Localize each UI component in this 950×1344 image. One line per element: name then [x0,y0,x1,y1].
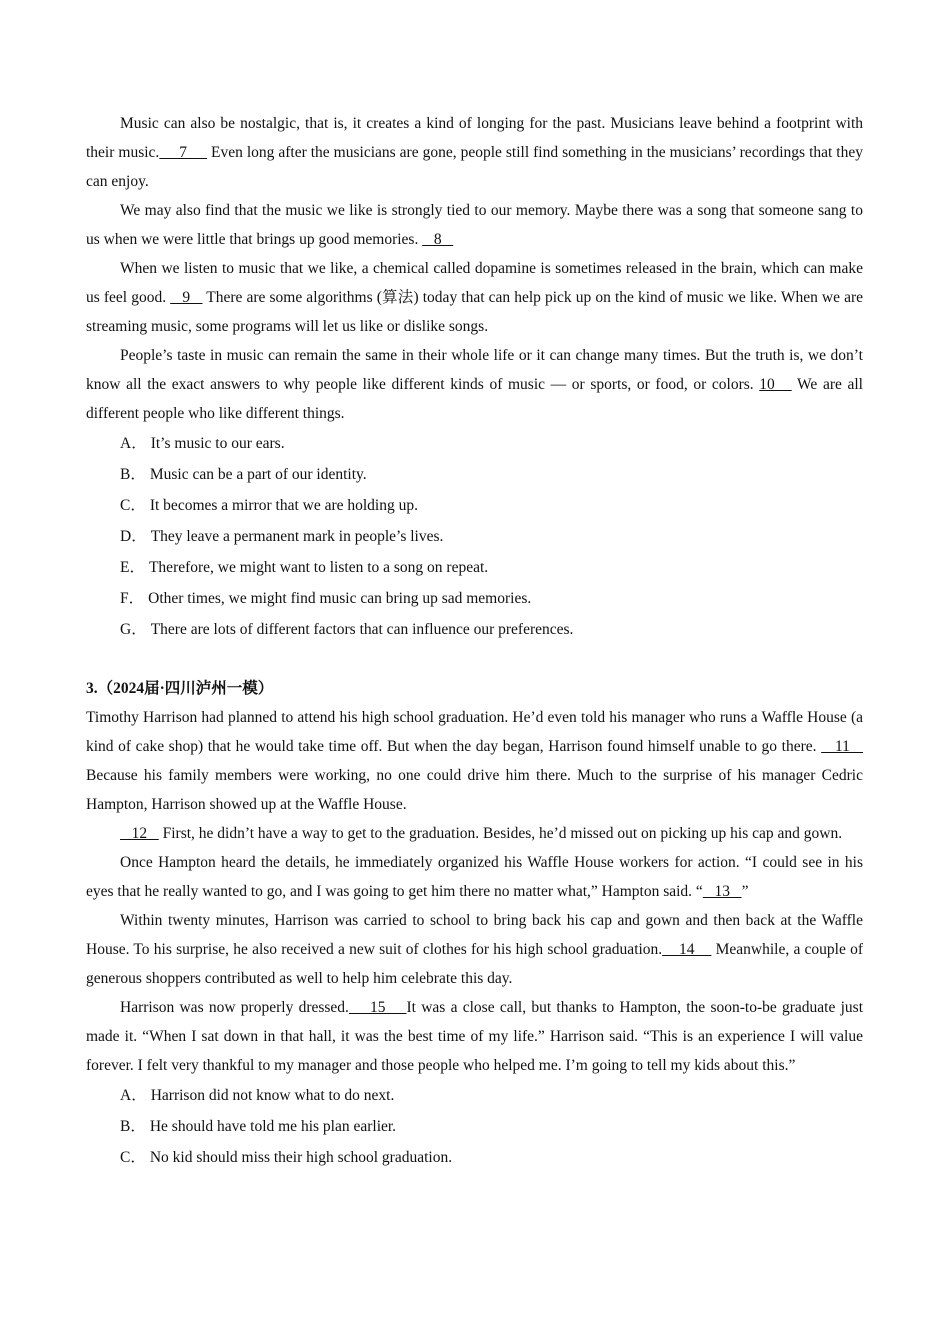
blank-8: 8 [422,231,454,248]
blank-9: 9 [170,289,203,306]
option-letter: B． [120,1118,146,1135]
paragraph-text: We may also find that the music we like is strongly tied to our memory. Maybe there was a song that someone sang to us when we were little that brings up good memories. [86,202,863,248]
option-letter: G． [120,621,147,638]
paragraph-twenty-minutes [86,906,863,993]
paragraph-text: Harrison was now properly dressed. [120,999,349,1016]
paragraph-text: We are all different people who like different things. [86,376,863,422]
option-letter: C． [120,497,146,514]
option-text: They leave a permanent mark in people’s lives. [150,528,444,545]
paragraph-text: When we listen to music that we like, a chemical called dopamine is sometimes released in the brain, which can make us feel good. [86,260,863,306]
paragraph-text: First, he didn’t have a way to get to the graduation. Besides, he’d missed out on picking up his cap and gown. [158,825,843,842]
option-letter: C． [120,1149,146,1166]
option-c [86,490,863,521]
option-text: There are lots of different factors that can influence our preferences. [150,621,574,638]
option-text: Therefore, we might want to listen to a song on repeat. [148,559,489,576]
blank-13: 13 [702,883,742,900]
blank-12: 12 [120,825,159,842]
option-text: Other times, we might find music can bring up sad memories. [148,590,532,607]
option-f [86,583,863,614]
option-letter: D． [120,528,147,545]
blank-15: 15 [348,999,407,1016]
blank-14: 14 [662,941,712,958]
blank-10: 10 [759,376,792,393]
option-text: It becomes a mirror that we are holding up. [149,497,418,514]
paragraph-text: Meanwhile, a couple of generous shoppers contributed as well to help him celebrate this day. [86,941,863,987]
option-b [86,459,863,490]
paragraph-text: Music can also be nostalgic, that is, it creates a kind of longing for the past. Musicians leave behind a footprint with their music. [86,115,863,161]
paragraph-text: Once Hampton heard the details, he immediately organized his Waffle House workers for action. “I could see in his eyes that he really wanted to go, and I was going to get him there no matter what,” Hampton said. “ [86,854,863,900]
paragraph-text: There are some algorithms (算法) today that can help pick up on the kind of music we like. When we are streaming music, some programs will let us like or dislike songs. [86,289,863,335]
paragraph-text: Timothy Harrison had planned to attend his high school graduation. He’d even told his manager who runs a Waffle House (a kind of cake shop) that he would take time off. But when the day began, Harrison found himself unable to go there. [86,709,863,755]
paragraph-text: Because his family members were working, no one could drive him there. Much to the surprise of his manager Cedric Hampton, Harrison showed up at the Waffle House. [86,767,863,813]
option-d [86,521,863,552]
option-c [86,1142,863,1173]
option-text: He should have told me his plan earlier. [149,1118,397,1135]
paragraph-text: Even long after the musicians are gone, people still find something in the musicians’ recordings that they can enjoy. [86,144,863,190]
options-list-section2 [86,428,863,645]
option-letter: A． [120,1087,147,1104]
paragraph-harrison-intro [86,703,863,819]
paragraph-memory [86,196,863,254]
paragraph-dressed [86,993,863,1080]
paragraph-nostalgia [86,109,863,196]
blank-7: 7 [159,144,207,161]
document-page [86,109,863,1173]
option-letter: B． [120,466,146,483]
paragraph-dopamine [86,254,863,341]
paragraph-taste [86,341,863,428]
option-letter: E． [120,559,145,576]
option-text: Harrison did not know what to do next. [150,1087,395,1104]
option-text: No kid should miss their high school graduation. [149,1149,453,1166]
option-a [86,428,863,459]
option-g [86,614,863,645]
paragraph-hampton [86,848,863,906]
option-text: Music can be a part of our identity. [149,466,367,483]
question-3-title: 3.（2024届·四川泸州一模） [86,680,274,697]
paragraph-text: ” [741,883,749,900]
option-letter: F． [120,590,145,607]
option-letter: A． [120,435,147,452]
paragraph-first [86,819,863,848]
paragraph-text: People’s taste in music can remain the same in their whole life or it can change many times. But the truth is, we don’t know all the exact answers to why people like different kinds of music — or sports, or food, or colors. [86,347,863,393]
option-b [86,1111,863,1142]
option-e [86,552,863,583]
options-list-section3 [86,1080,863,1173]
option-text: It’s music to our ears. [150,435,285,452]
paragraph-text: Within twenty minutes, Harrison was carried to school to bring back his cap and gown and then back at the Waffle House. To his surprise, he also received a new suit of clothes for his high school graduation. [86,912,863,958]
paragraph-text: It was a close call, but thanks to Hampton, the soon-to-be graduate just made it. “When I sat down in that hall, it was the best time of my life.” Harrison said. “This is an experience I will value forever. I felt very thankful to my manager and those people who helped me. I’m going to tell my kids about this.” [86,999,864,1074]
option-a [86,1080,863,1111]
blank-11: 11 [821,738,863,755]
